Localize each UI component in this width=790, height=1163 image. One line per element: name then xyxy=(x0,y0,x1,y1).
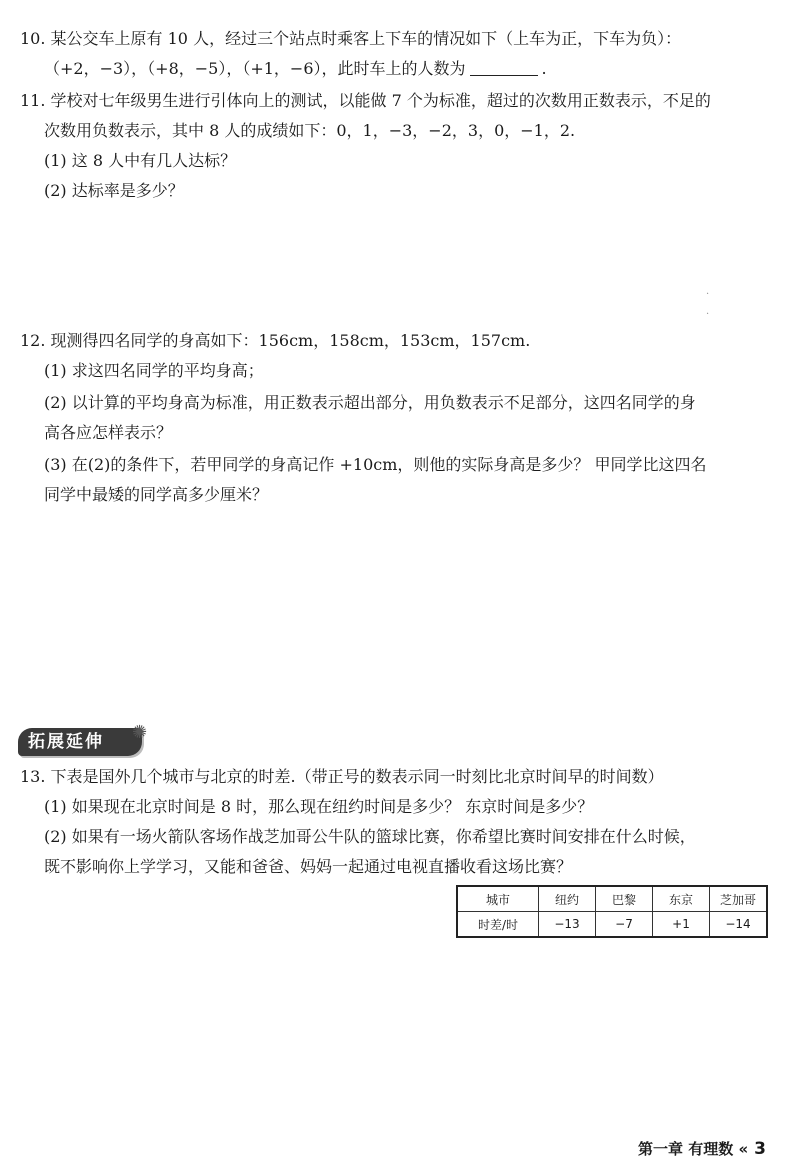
q13-sub2a: (2) 如果有一场火箭队客场作战芝加哥公牛队的篮球比赛，你希望比赛时间安排在什么时候， xyxy=(44,827,696,846)
q11-line1: 11. 学校对七年级男生进行引体向上的测试，以能做 7 个为标准，超过的次数用正数表示，不足的 xyxy=(20,91,711,110)
q10-line2-end: . xyxy=(541,59,547,78)
q12-sub2a: (2) 以计算的平均身高为标准，用正数表示超出部分，用负数表示不足部分，这四名同学的身 xyxy=(44,393,696,412)
q10-line2 xyxy=(44,58,770,80)
sparkle-icon: ✺ xyxy=(132,722,148,743)
q11-line2: 次数用负数表示，其中 8 人的成绩如下：0，1，−3，−2，3，0，−1，2. xyxy=(44,121,576,140)
q12-sub1: (1) 求这四名同学的平均身高； xyxy=(44,361,264,380)
answer-blank[interactable] xyxy=(470,59,538,76)
page-footer xyxy=(638,1138,766,1159)
table-row-label: 时差/时 xyxy=(457,912,539,938)
q12-sub3a: (3) 在(2)的条件下，若甲同学的身高记作 +10cm，则他的实际身高是多少？ 甲同学比这四名 xyxy=(44,455,707,474)
table-cell-city: 纽约 xyxy=(539,886,596,912)
q10-line2-text: （+2，−3），（+8，−5），（+1，−6），此时车上的人数为 xyxy=(44,59,466,78)
q13-sub2b: 既不影响你上学学习，又能和爸爸、妈妈一起通过电视直播收看这场比赛？ xyxy=(44,857,573,876)
q12-line1: 12. 现测得四名同学的身高如下：156cm，158cm，153cm，157cm. xyxy=(20,331,531,350)
q10-line1: 10. 某公交车上原有 10 人，经过三个站点时乘客上下车的情况如下（上车为正，下车为负）： xyxy=(20,29,682,48)
table-cell-offset: +1 xyxy=(653,912,710,938)
q11-sub2: (2) 达标率是多少？ xyxy=(44,181,184,200)
q11-sub1: (1) 这 8 人中有几人达标？ xyxy=(44,151,237,170)
table-cell-city: 巴黎 xyxy=(596,886,653,912)
chapter-label: 第一章 有理数 « xyxy=(638,1140,749,1158)
scan-speck: · · xyxy=(706,289,710,320)
q13-sub1: (1) 如果现在北京时间是 8 时，那么现在纽约时间是多少？ 东京时间是多少？ xyxy=(44,797,594,816)
table-cell-city: 东京 xyxy=(653,886,710,912)
table-row xyxy=(457,912,767,938)
table-cell-offset: −14 xyxy=(710,912,768,938)
table-header-cell: 城市 xyxy=(457,886,539,912)
table-cell-offset: −13 xyxy=(539,912,596,938)
q13-line1: 13. 下表是国外几个城市与北京的时差.（带正号的数表示同一时刻比北京时间早的时间数） xyxy=(20,767,664,786)
table-cell-offset: −7 xyxy=(596,912,653,938)
section-badge: 拓展延伸 xyxy=(18,728,142,756)
q12-sub3b: 同学中最矮的同学高多少厘米？ xyxy=(44,485,269,504)
page-number: 3 xyxy=(754,1139,766,1159)
table-row xyxy=(457,886,767,912)
table-cell-city: 芝加哥 xyxy=(710,886,768,912)
time-difference-table xyxy=(456,885,768,938)
q12-sub2b: 高各应怎样表示？ xyxy=(44,423,173,442)
